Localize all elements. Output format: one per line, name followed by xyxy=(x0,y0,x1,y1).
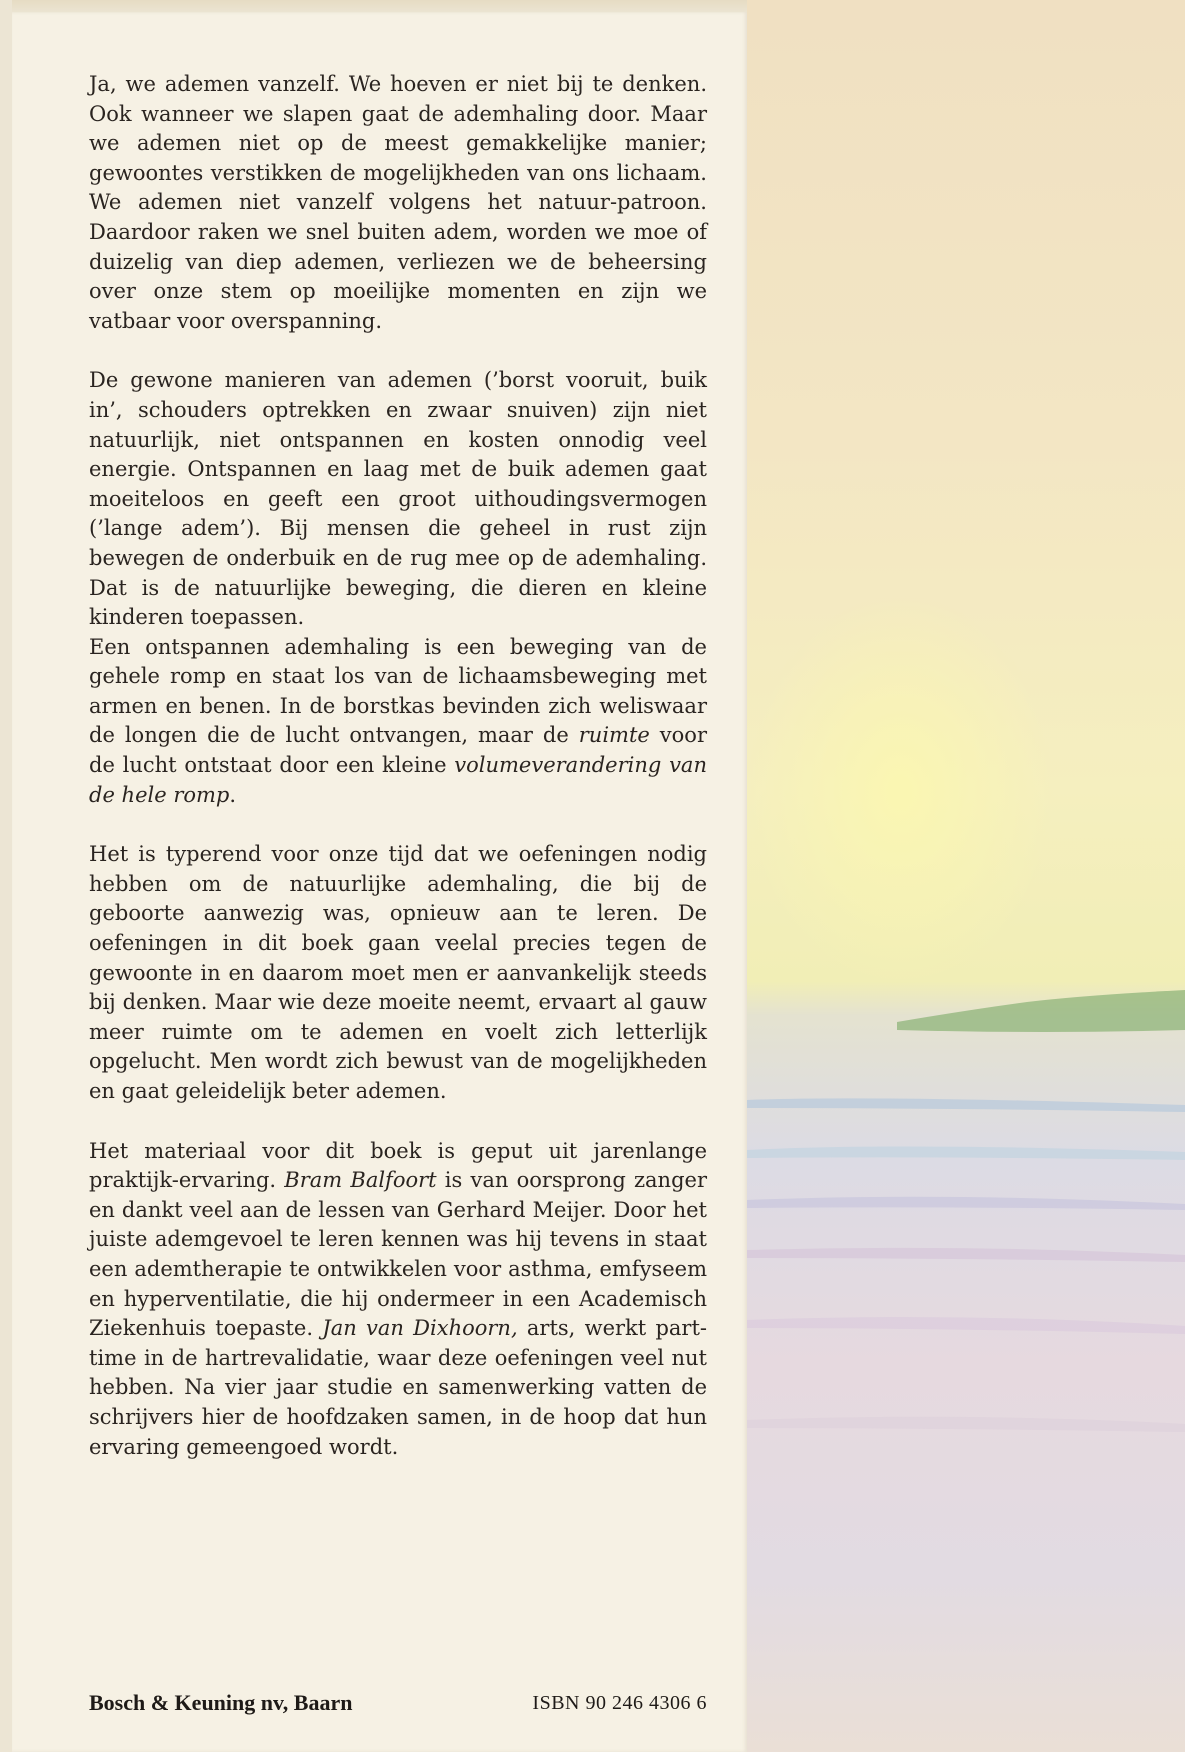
blurb-text: voor de lucht ontstaat door een kleine xyxy=(89,723,707,778)
author-name: Jan van Dixhoorn, xyxy=(322,1316,518,1341)
blurb-paragraph-4: Het is typerend voor onze tijd dat we oefeningen nodig hebben om de natuurlijke ademhaling, die bij de geboorte aanwezig was, opnieuw aan te leren. De oefeningen in dit boek gaan veelal precies tegen de gewoonte in en daarom moet men er aanvankelijk steeds bij denken. Maar wie deze moeite neemt, ervaart al gauw meer ruimte om te ademen en voelt zich letterlijk opgelucht. Men wordt zich bewust van de mogelijkheden en gaat geleidelijk beter ademen. xyxy=(89,842,707,1103)
blurb-text: is van oorsprong zanger en dankt veel aan de lessen van Gerhard Meijer. Door het juiste ademgevoel te leren kennen was hij tevens in staat een ademtherapie te ontwikkelen voor asthma, emfyseem en hyperventilatie, die hij ondermeer in een Academisch Ziekenhuis toepaste. xyxy=(89,1168,707,1341)
blurb-paragraph-2: De gewone manieren van ademen (’borst vooruit, buik in’, schouders optrekken en zwaar snuiven) zijn niet natuurlijk, niet ontspannen en kosten onnodig veel energie. Ontspannen en laag met de buik ademen gaat moeiteloos en geeft een groot uithoudingsvermogen (’lange adem’). Bij mensen die geheel in rust zijn bewegen de onderbuik en de rug mee op de ademhaling. Dat is de natuurlijke beweging, die dieren en kleine kinderen toepassen. xyxy=(89,368,707,630)
blurb-emphasis: volumeverandering van de hele romp xyxy=(89,753,707,807)
isbn-number: ISBN 90 246 4306 6 xyxy=(532,1692,707,1714)
cover-footer xyxy=(89,1690,707,1722)
blurb-text: . xyxy=(229,782,237,807)
blurb-paragraph-3 xyxy=(89,633,707,811)
blurb-emphasis: ruimte xyxy=(578,723,650,748)
sun-glow xyxy=(747,500,1185,1060)
cover-blurb xyxy=(89,70,707,1462)
blurb-paragraph-5 xyxy=(89,1137,707,1463)
publisher-name: Bosch & Keuning nv, Baarn xyxy=(89,1690,353,1715)
blurb-paragraph-1: Ja, we ademen vanzelf. We hoeven er niet bij te denken. Ook wanneer we slapen gaat de ademhaling door. Maar we ademen niet op de meest gemakkelijke manier; gewoontes verstikken de mogelijkheden van ons lichaam. We ademen niet vanzelf volgens het natuur-patroon. Daardoor raken we snel buiten adem, worden we moe of duizelig van diep ademen, verliezen we de beheersing over onze stem op moeilijke momenten en zijn we vatbaar voor overspanning. xyxy=(89,72,707,333)
blurb-text: Het materiaal voor dit boek is geput uit jarenlange praktijk-ervaring. xyxy=(89,1138,707,1193)
blurb-text: arts, werkt part-time in de hartrevalidatie, waar deze oefeningen veel nut hebben. Na vier jaar studie en samenwerking vatten de schrijvers hier de hoofdzaken samen, in de hoop dat hun ervaring gemeengoed wordt. xyxy=(89,1316,707,1459)
blurb-text: Een ontspannen ademhaling is een beweging van de gehele romp en staat los van de lichaamsbeweging met armen en benen. In de borstkas bevinden zich weliswaar de longen die de lucht ontvangen, maar de xyxy=(89,634,707,748)
author-name: Bram Balfoort xyxy=(284,1168,437,1193)
page-edge-wear xyxy=(12,0,747,14)
watercolor-illustration xyxy=(747,0,1185,1752)
seascape-painting xyxy=(747,0,1185,1752)
